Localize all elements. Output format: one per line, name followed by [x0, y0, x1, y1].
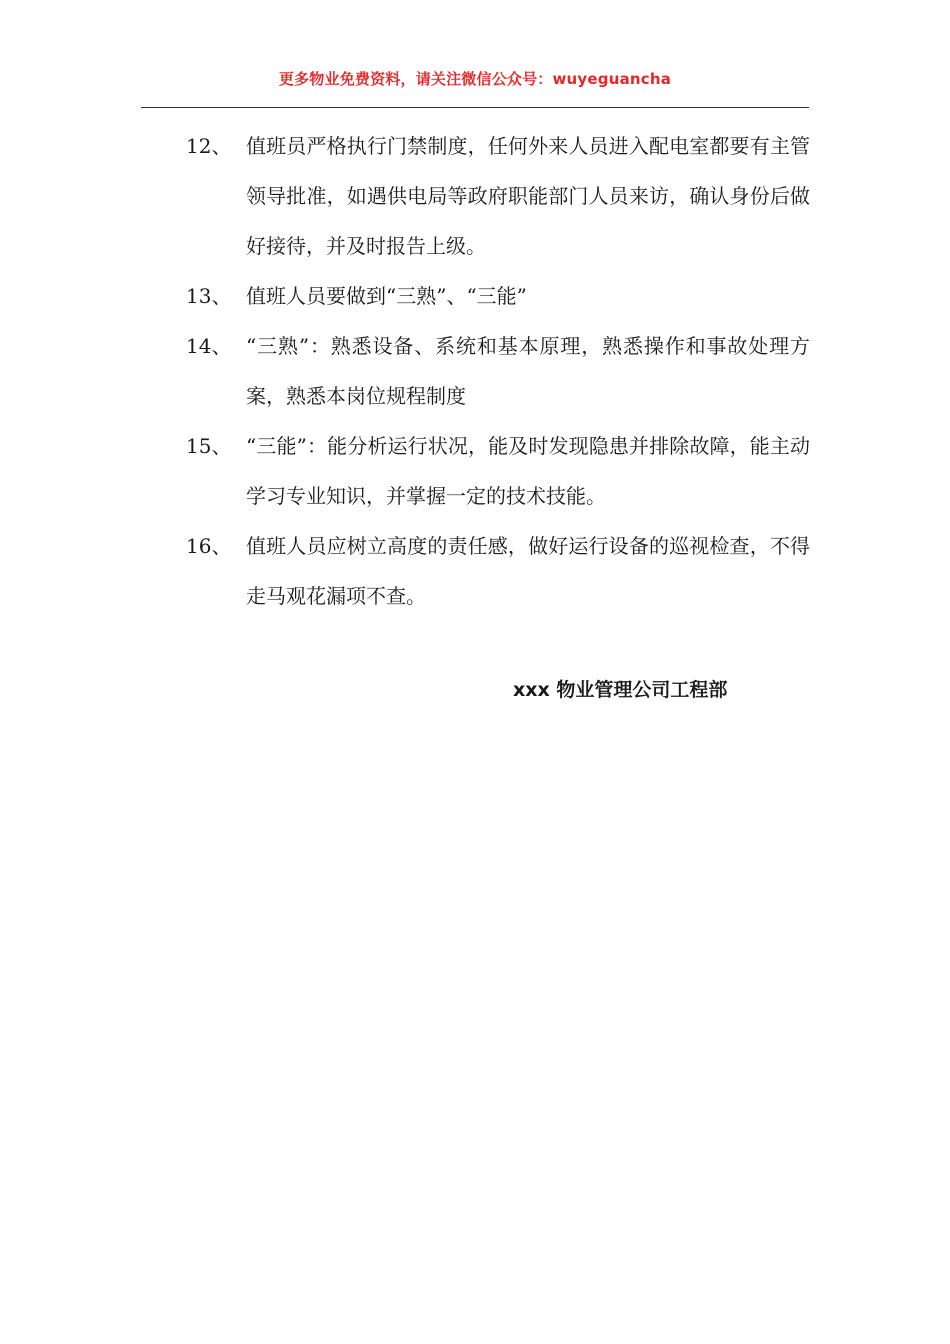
header-note: 更多物业免费资料，请关注微信公众号：wuyeguancha [278, 70, 672, 88]
list-item [0, 321, 950, 421]
item-text: 值班人员要做到“三熟”、“三能” [246, 284, 527, 308]
item-text: “三熟”：熟悉设备、系统和基本原理，熟悉操作和事故处理方案，熟悉本岗位规程制度 [246, 334, 810, 408]
list-item [0, 271, 950, 321]
item-number: 16、 [186, 534, 232, 558]
item-text: “三能”：能分析运行状况，能及时发现隐患并排除故障，能主动学习专业知识，并掌握一定的技术技能。 [246, 434, 810, 508]
header-divider [141, 107, 809, 108]
list-item [0, 521, 950, 621]
list-item [0, 121, 950, 271]
item-text: 值班人员应树立高度的责任感，做好运行设备的巡视检查，不得走马观花漏项不查。 [246, 534, 810, 608]
item-text: 值班员严格执行门禁制度，任何外来人员进入配电室都要有主管领导批准，如遇供电局等政府职能部门人员来访，确认身份后做好接待，并及时报告上级。 [246, 134, 810, 258]
signature: xxx 物业管理公司工程部 [513, 679, 728, 701]
item-number: 13、 [186, 284, 232, 308]
list-item [0, 421, 950, 521]
item-number: 12、 [186, 134, 232, 158]
rules-list [0, 121, 950, 621]
item-number: 14、 [186, 334, 232, 358]
item-number: 15、 [186, 434, 232, 458]
